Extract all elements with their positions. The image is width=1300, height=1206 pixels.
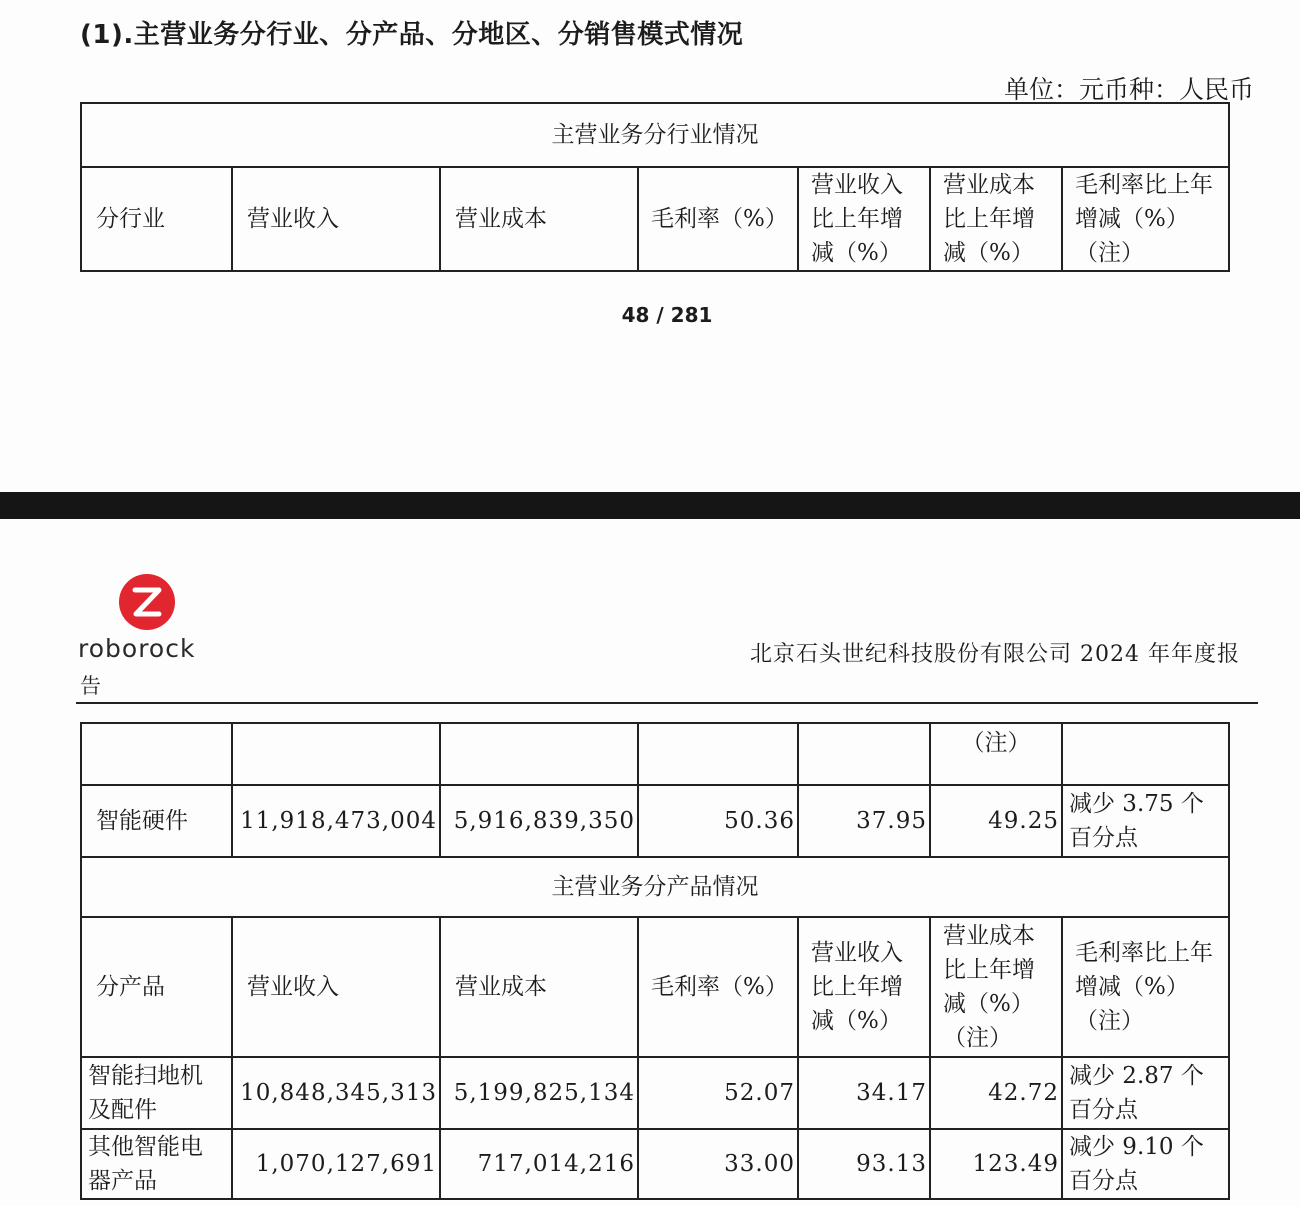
currency-unit-note: 单位：元币种：人民币 [1003,75,1254,104]
cost-change-value: 123.49 [930,1129,1062,1199]
revenue-change-value: 34.17 [798,1057,930,1129]
margin-change-value: 减少 9.10 个百分点 [1062,1129,1229,1199]
margin-value: 33.00 [638,1129,798,1199]
header-cost-change: 营业成本比上年增减（%） [930,167,1062,271]
header-cost: 营业成本 [440,917,638,1057]
cost-change-value: 42.72 [930,1057,1062,1129]
header-margin-change: 毛利率比上年增减（%）（注） [1062,917,1229,1057]
financial-table [80,722,1230,1200]
margin-value: 50.36 [638,785,798,857]
header-margin-change: 毛利率比上年增减（%）（注） [1062,167,1229,271]
header-revenue: 营业收入 [232,167,440,271]
product-name: 其他智能电器产品 [81,1129,232,1199]
revenue-value: 10,848,345,313 [232,1057,440,1129]
page-separator [0,492,1300,519]
roborock-logo-icon [119,574,175,630]
continued-header-cell [798,723,930,785]
revenue-change-value: 37.95 [798,785,930,857]
report-header-title: 北京石头世纪科技股份有限公司 2024 年年度报 [750,642,1240,667]
continued-header-cell [81,723,232,785]
table-row [81,1129,1229,1199]
report-header-title-continued: 告 [80,674,101,698]
continued-header-cell [232,723,440,785]
header-gross-margin: 毛利率（%） [638,167,798,271]
header-cost: 营业成本 [440,167,638,271]
industry-section-title: 主营业务分行业情况 [81,103,1229,167]
section-heading: (1).主营业务分行业、分产品、分地区、分销售模式情况 [80,20,744,50]
continued-header-cell [1062,723,1229,785]
margin-change-value: 减少 2.87 个百分点 [1062,1057,1229,1129]
continued-header-note: （注） [930,723,1062,785]
product-name: 智能扫地机及配件 [81,1057,232,1129]
cost-value: 717,014,216 [440,1129,638,1199]
header-gross-margin: 毛利率（%） [638,917,798,1057]
cost-change-value: 49.25 [930,785,1062,857]
margin-change-value: 减少 3.75 个百分点 [1062,785,1229,857]
document-page-top [0,0,1300,492]
header-revenue-change: 营业收入比上年增减（%） [798,917,930,1057]
header-revenue-change: 营业收入比上年增减（%） [798,167,930,271]
cost-value: 5,199,825,134 [440,1057,638,1129]
revenue-value: 1,070,127,691 [232,1129,440,1199]
industry-name: 智能硬件 [81,785,232,857]
page-number: 48 / 281 [621,303,713,327]
product-section-title: 主营业务分产品情况 [81,857,1229,917]
header-industry: 分行业 [81,167,232,271]
continued-header-cell [638,723,798,785]
header-rule [76,702,1258,704]
brand-logotype: roborock [78,634,196,663]
revenue-change-value: 93.13 [798,1129,930,1199]
table-row [81,1057,1229,1129]
continued-header-cell [440,723,638,785]
header-revenue: 营业收入 [232,917,440,1057]
revenue-value: 11,918,473,004 [232,785,440,857]
cost-value: 5,916,839,350 [440,785,638,857]
header-product: 分产品 [81,917,232,1057]
header-cost-change: 营业成本比上年增减（%）（注） [930,917,1062,1057]
table-row [81,785,1229,857]
industry-table-header [80,102,1230,272]
margin-value: 52.07 [638,1057,798,1129]
